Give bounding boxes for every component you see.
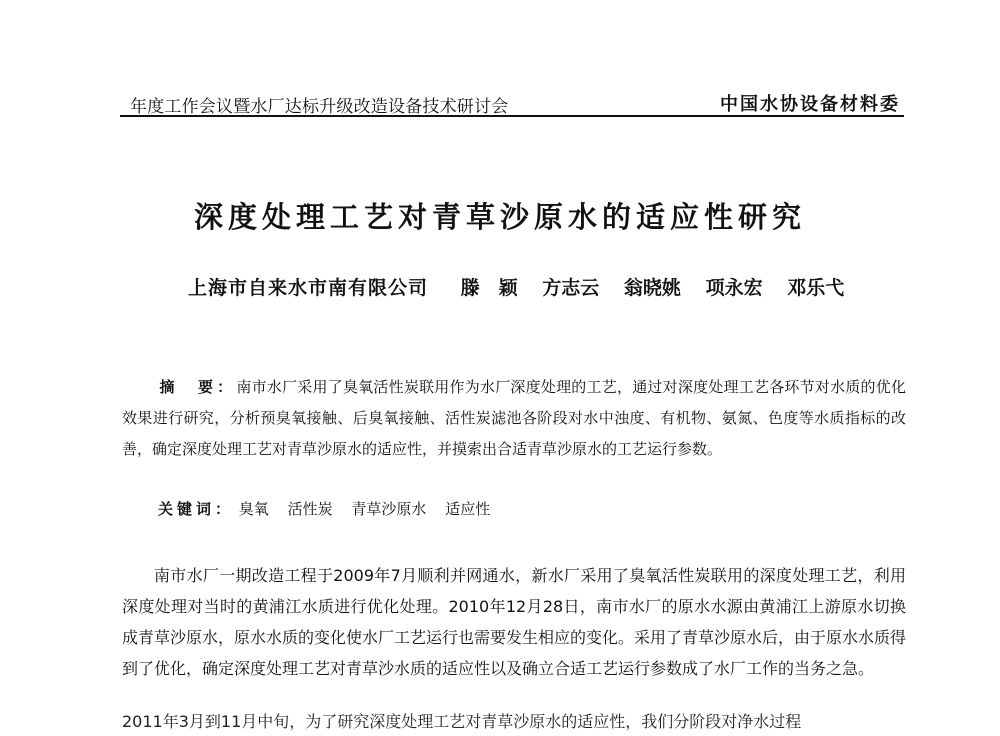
author-name: 邓乐弋 [787, 277, 845, 299]
body-section [122, 560, 906, 684]
keywords-label: 关键词： [158, 500, 235, 518]
keyword: 适应性 [445, 500, 491, 518]
abstract-paragraph [122, 372, 906, 465]
paper-title: 深度处理工艺对青草沙原水的适应性研究 [193, 200, 806, 234]
keyword: 活性炭 [287, 500, 333, 518]
keyword: 臭氧 [238, 500, 269, 518]
author-name: 滕 颖 [460, 277, 518, 299]
header-divider [120, 115, 904, 117]
abstract-label: 摘 要： [159, 378, 237, 396]
author-name: 项永宏 [705, 277, 763, 299]
body-paragraph-cutoff: 2011年3月到11月中旬，为了研究深度处理工艺对青草沙原水的适应性，我们分阶段对净水过程 [122, 712, 802, 731]
header-organization: 中国水协设备材料委 [720, 94, 900, 115]
keyword: 青草沙原水 [351, 500, 427, 518]
author-affiliation: 上海市自来水市南有限公司 [188, 277, 429, 299]
author-name: 翁晓姚 [623, 277, 681, 299]
keywords-section [158, 498, 504, 519]
author-name: 方志云 [542, 277, 600, 299]
abstract-section [122, 372, 906, 465]
running-header [120, 86, 904, 116]
author-line [188, 273, 862, 300]
body-paragraph: 南市水厂一期改造工程于2009年7月顺利并网通水，新水厂采用了臭氧活性炭联用的深度处理工艺，利用深度处理对当时的黄浦江水质进行优化处理。2010年12月28日，南市水厂的原水水源由黄浦江上游原水切换成青草沙原水，原水水质的变化使水厂工艺运行也需要发生相应的变化。采用了青草沙原水后，由于原水水质得到了优化，确定深度处理工艺对青草沙水质的适应性以及确立合适工艺运行参数成了水厂工作的当务之急。 [122, 566, 907, 678]
abstract-text: 南市水厂采用了臭氧活性炭联用作为水厂深度处理的工艺，通过对深度处理工艺各环节对水质的优化效果进行研究，分析预臭氧接触、后臭氧接触、活性炭滤池各阶段对水中浊度、有机物、氨氮、色度等水质指标的改善，确定深度处理工艺对青草沙原水的适应性，并摸索出合适青草沙原水的工艺运行参数。 [122, 378, 906, 458]
header-conference-title: 年度工作会议暨水厂达标升级改造设备技术研讨会 [130, 97, 509, 117]
